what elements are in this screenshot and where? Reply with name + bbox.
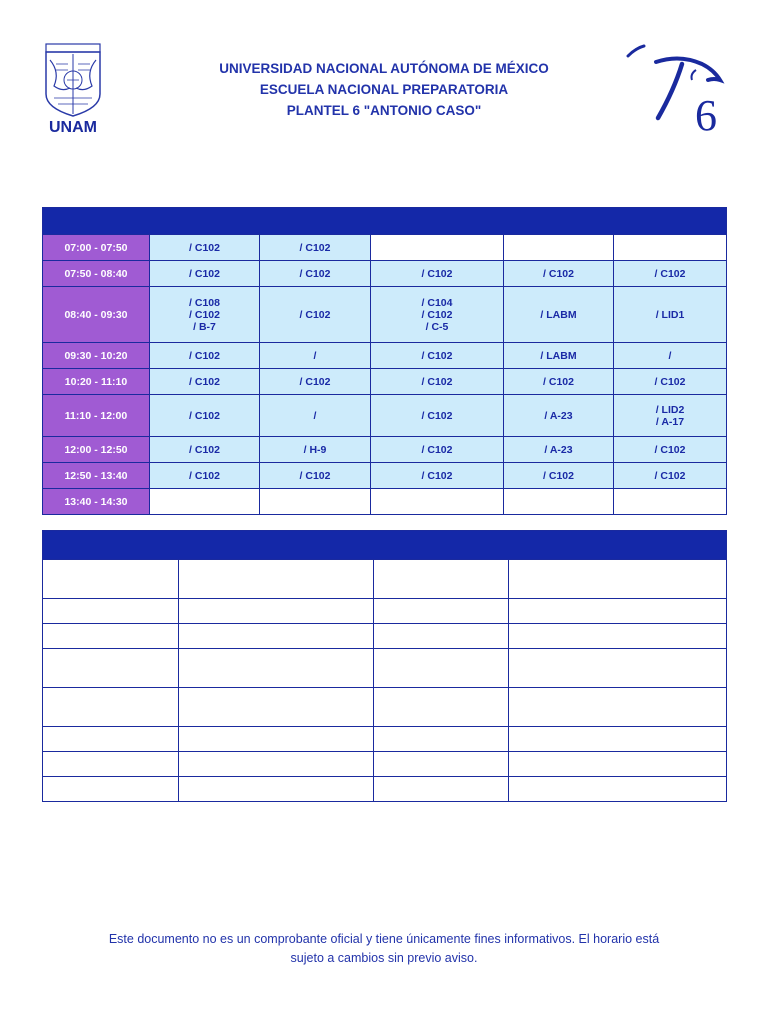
class-cell: / LID1: [614, 287, 727, 343]
disclaimer: [0, 930, 768, 968]
subject-cell: [374, 752, 509, 777]
class-cell: / C102: [150, 369, 260, 395]
university-name: UNIVERSIDAD NACIONAL AUTÓNOMA DE MÉXICO: [219, 61, 549, 76]
disclaimer-line: sujeto a cambios sin previo aviso.: [290, 951, 478, 965]
class-cell: / C102: [371, 369, 504, 395]
subject-cell: [374, 727, 509, 752]
subjects-header-bar: [43, 531, 727, 560]
empty-cell: [504, 235, 614, 261]
unam-wordmark: UNAM: [49, 119, 97, 134]
subject-row: [43, 560, 727, 599]
empty-cell: [371, 235, 504, 261]
class-cell: / C102: [371, 261, 504, 287]
school-name: ESCUELA NACIONAL PREPARATORIA: [259, 82, 509, 97]
subject-cell: [374, 560, 509, 599]
empty-cell: [371, 489, 504, 515]
institution-header: [0, 58, 768, 121]
class-cell: / C102: [260, 235, 371, 261]
subject-row: [43, 777, 727, 802]
subject-cell: [374, 599, 509, 624]
empty-cell: [614, 489, 727, 515]
subject-cell: [179, 752, 374, 777]
class-cell: / LID2 / A-17: [614, 395, 727, 437]
subject-cell: [43, 688, 179, 727]
subject-cell: [179, 560, 374, 599]
subject-cell: [179, 777, 374, 802]
class-cell: / C102: [614, 369, 727, 395]
class-cell: / C102: [260, 369, 371, 395]
class-cell: / C102: [150, 343, 260, 369]
subject-cell: [43, 649, 179, 688]
subject-row: [43, 752, 727, 777]
schedule-row: [43, 261, 727, 287]
subject-row: [43, 624, 727, 649]
empty-cell: [260, 489, 371, 515]
class-cell: / C102: [371, 463, 504, 489]
schedule-row: [43, 343, 727, 369]
class-cell: / A-23: [504, 437, 614, 463]
subject-cell: [509, 688, 727, 727]
class-cell: / C102: [614, 463, 727, 489]
time-slot: 11:10 - 12:00: [43, 395, 150, 437]
class-cell: / C102: [371, 437, 504, 463]
time-slot: 07:50 - 08:40: [43, 261, 150, 287]
subject-cell: [374, 777, 509, 802]
subject-cell: [43, 624, 179, 649]
subject-row: [43, 727, 727, 752]
time-slot: 09:30 - 10:20: [43, 343, 150, 369]
subject-cell: [509, 727, 727, 752]
class-cell: /: [260, 343, 371, 369]
schedule-row: [43, 395, 727, 437]
subject-cell: [374, 688, 509, 727]
class-cell: / C102: [260, 287, 371, 343]
subject-cell: [179, 688, 374, 727]
time-slot: 10:20 - 11:10: [43, 369, 150, 395]
empty-cell: [504, 489, 614, 515]
time-slot: 08:40 - 09:30: [43, 287, 150, 343]
subject-cell: [509, 624, 727, 649]
class-cell: / H-9: [260, 437, 371, 463]
subject-cell: [509, 752, 727, 777]
subjects-table: [42, 530, 727, 802]
class-cell: / C102: [371, 343, 504, 369]
class-cell: / LABM: [504, 287, 614, 343]
subject-cell: [43, 727, 179, 752]
empty-cell: [150, 489, 260, 515]
svg-text:6: 6: [695, 91, 717, 136]
class-cell: / C102: [614, 437, 727, 463]
class-cell: / C104 / C102 / C-5: [371, 287, 504, 343]
schedule-row: [43, 235, 727, 261]
class-cell: / A-23: [504, 395, 614, 437]
subject-cell: [43, 777, 179, 802]
campus-name: PLANTEL 6 "ANTONIO CASO": [286, 103, 482, 118]
time-slot: 13:40 - 14:30: [43, 489, 150, 515]
schedule-header-bar: [43, 208, 727, 235]
empty-cell: [614, 235, 727, 261]
class-cell: / C102: [371, 395, 504, 437]
class-cell: / C102: [504, 463, 614, 489]
subject-cell: [43, 599, 179, 624]
class-cell: / C102: [260, 463, 371, 489]
class-cell: / C102: [614, 261, 727, 287]
time-slot: 12:00 - 12:50: [43, 437, 150, 463]
subject-cell: [509, 599, 727, 624]
class-cell: / C102: [150, 437, 260, 463]
class-cell: / C102: [260, 261, 371, 287]
schedule-row: [43, 437, 727, 463]
subject-cell: [179, 599, 374, 624]
subject-row: [43, 688, 727, 727]
subject-cell: [509, 649, 727, 688]
class-cell: /: [614, 343, 727, 369]
schedule-row: [43, 489, 727, 515]
class-cell: / C108 / C102 / B-7: [150, 287, 260, 343]
subject-cell: [43, 560, 179, 599]
subject-cell: [509, 560, 727, 599]
subject-cell: [179, 624, 374, 649]
class-cell: / C102: [504, 261, 614, 287]
time-slot: 12:50 - 13:40: [43, 463, 150, 489]
class-cell: / C102: [150, 395, 260, 437]
class-cell: / C102: [150, 235, 260, 261]
subject-cell: [43, 752, 179, 777]
class-cell: / C102: [504, 369, 614, 395]
subject-row: [43, 599, 727, 624]
schedule-row: [43, 369, 727, 395]
class-cell: / LABM: [504, 343, 614, 369]
schedule-row: [43, 463, 727, 489]
class-cell: / C102: [150, 463, 260, 489]
subject-cell: [374, 624, 509, 649]
subject-row: [43, 649, 727, 688]
subject-cell: [374, 649, 509, 688]
subject-cell: [179, 727, 374, 752]
disclaimer-line: Este documento no es un comprobante oficial y tiene únicamente fines informativos. El horario está: [108, 932, 660, 946]
class-cell: /: [260, 395, 371, 437]
subject-cell: [179, 649, 374, 688]
schedule-row: [43, 287, 727, 343]
class-cell: / C102: [150, 261, 260, 287]
time-slot: 07:00 - 07:50: [43, 235, 150, 261]
subject-cell: [509, 777, 727, 802]
schedule-table: [42, 207, 727, 515]
